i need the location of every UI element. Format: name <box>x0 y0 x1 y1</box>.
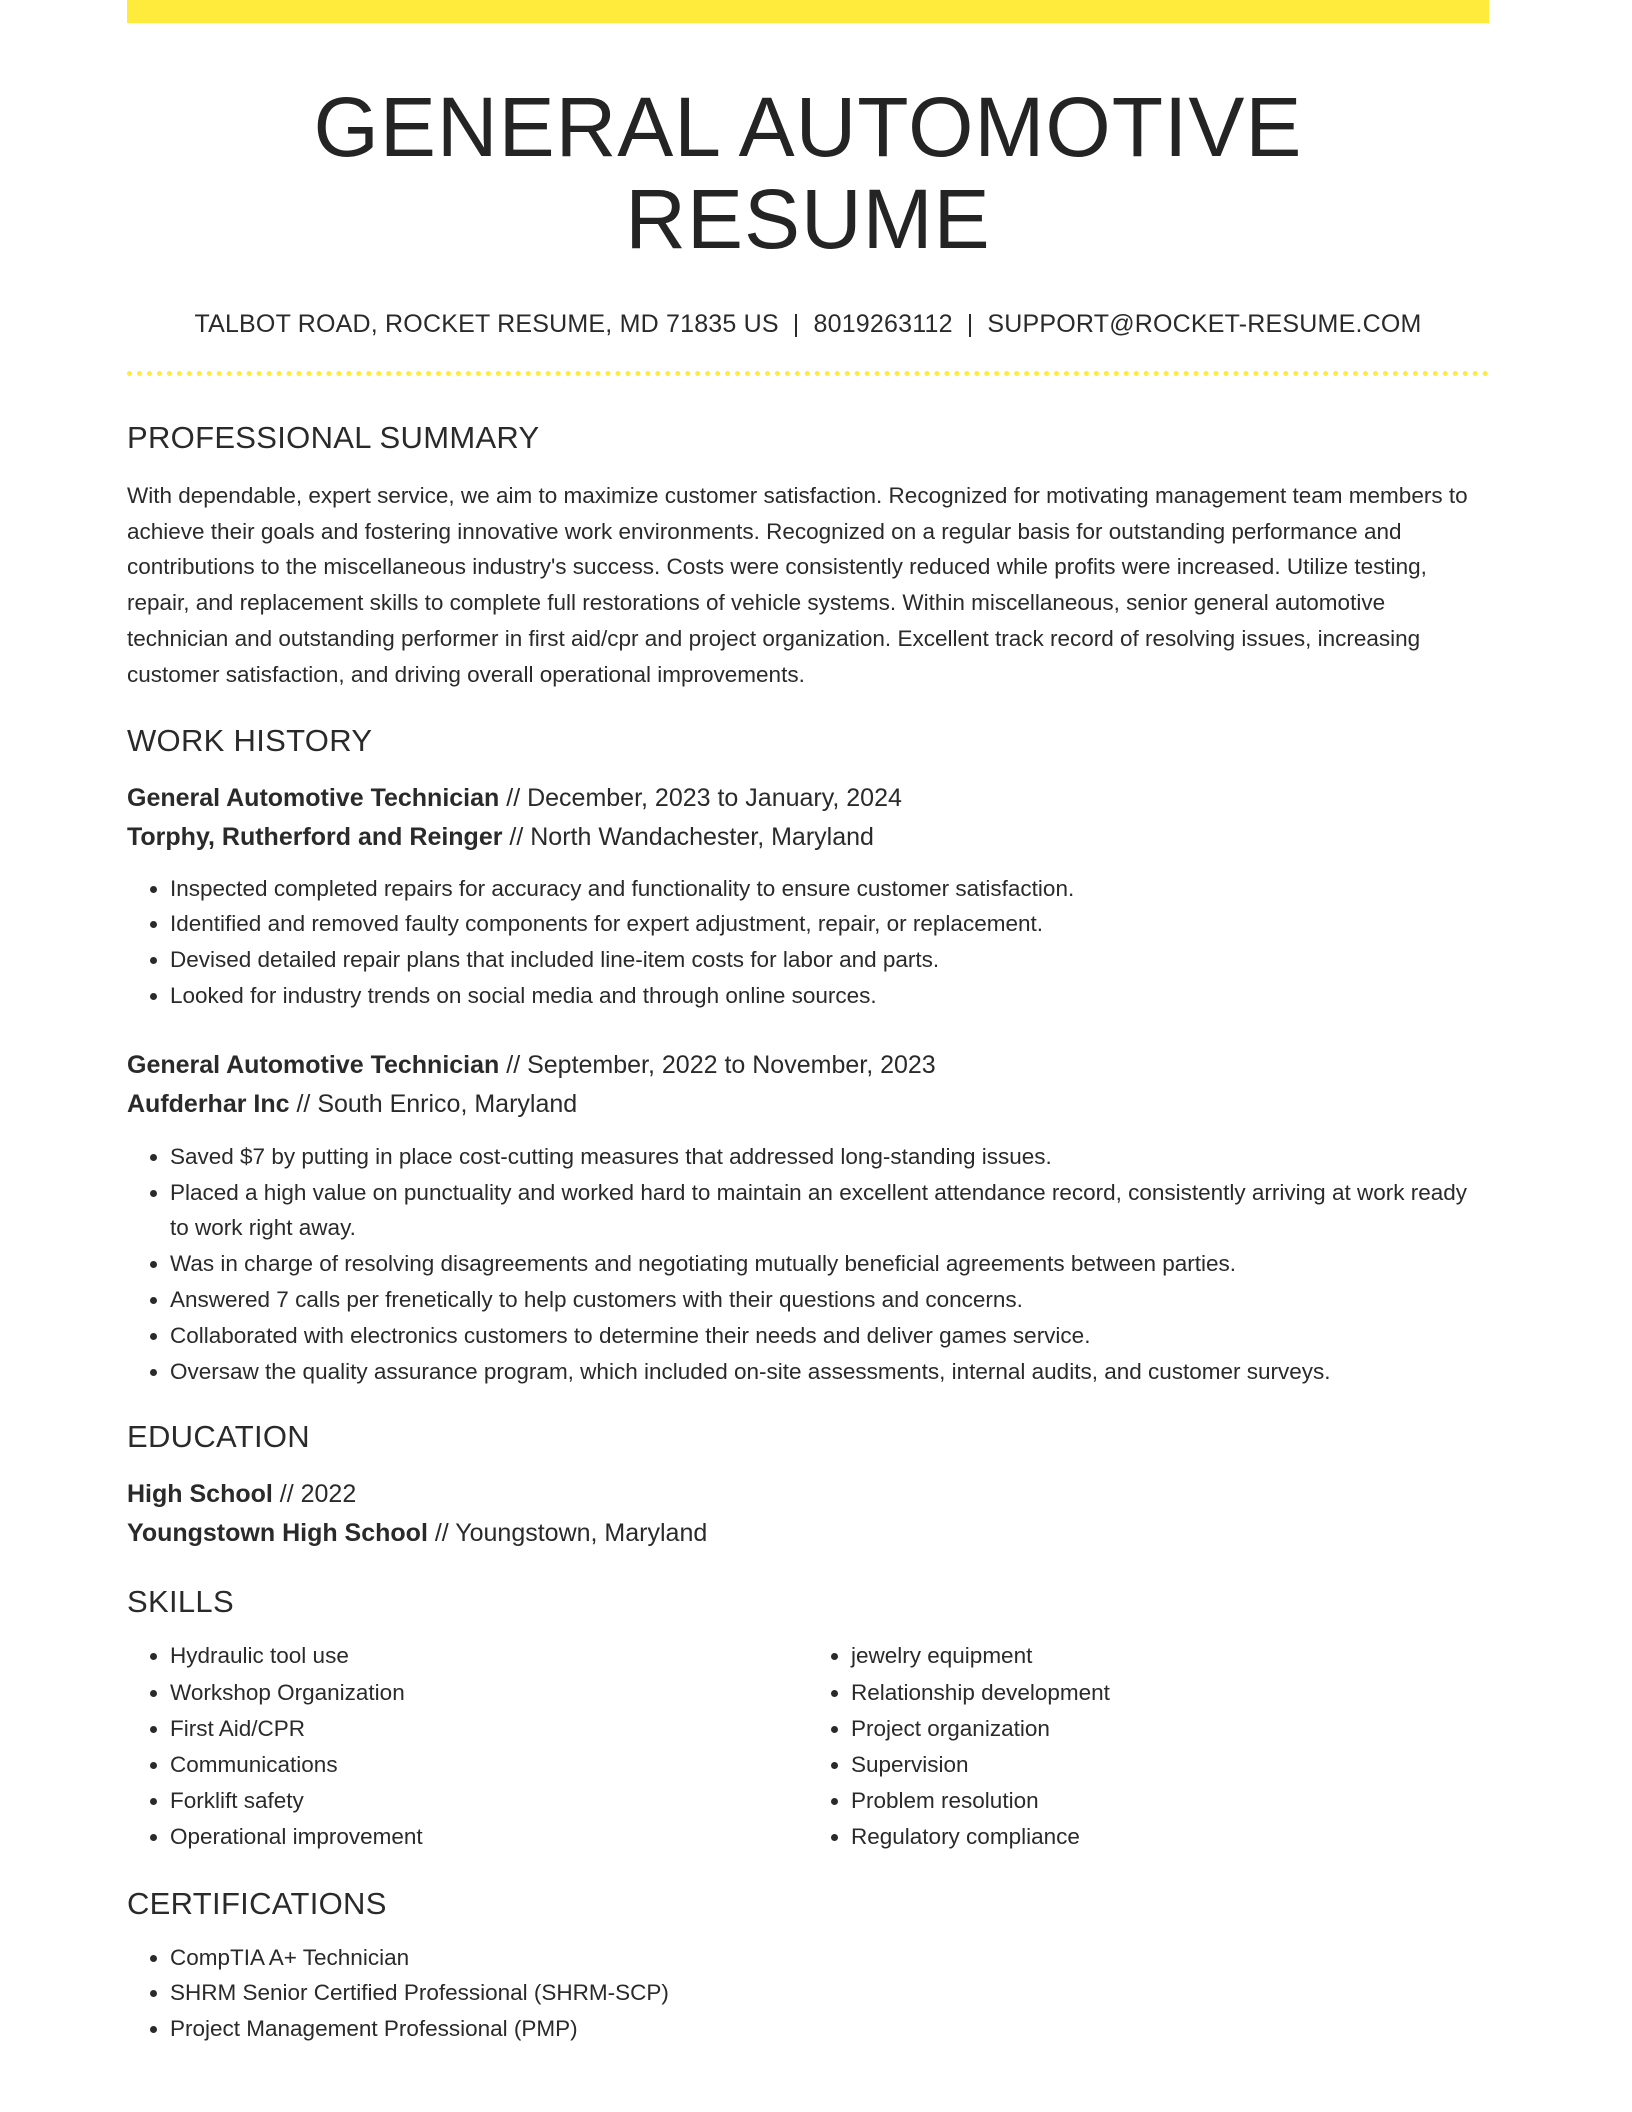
list-item: • Identified and removed faulty components for expert adjustment, repair, or replacement. <box>170 906 1489 942</box>
contact-separator: | <box>792 309 800 338</box>
list-item: • Project Management Professional (PMP) <box>170 2011 1489 2047</box>
certifications-heading: CERTIFICATIONS <box>127 1885 387 1921</box>
job-role: General Automotive Technician <box>127 1050 500 1079</box>
job-company-line <box>127 818 1489 857</box>
contact-line <box>127 310 1489 339</box>
work-history-heading: WORK HISTORY <box>127 722 373 758</box>
list-item: • Collaborated with electronics customers to determine their needs and deliver games service. <box>170 1318 1489 1354</box>
resume-title: GENERAL AUTOMOTIVE RESUME <box>313 80 1303 267</box>
skills-columns <box>127 1638 1489 1855</box>
resume-page <box>127 0 1489 2047</box>
skills-right-column <box>808 1638 1489 1855</box>
top-accent-bar <box>127 0 1489 23</box>
job-location: // North Wandachester, Maryland <box>502 822 874 851</box>
list-item: • Workshop Organization <box>170 1675 808 1711</box>
education-degree-line <box>127 1475 1489 1514</box>
list-item: • Problem resolution <box>851 1783 1489 1819</box>
list-item: • CompTIA A+ Technician <box>170 1940 1489 1976</box>
list-item: • Communications <box>170 1747 808 1783</box>
dotted-divider <box>127 371 1489 376</box>
list-item: • First Aid/CPR <box>170 1711 808 1747</box>
job-role: General Automotive Technician <box>127 783 500 812</box>
job-company: Torphy, Rutherford and Reinger <box>127 822 503 851</box>
list-item: • Forklift safety <box>170 1783 808 1819</box>
list-item: • Operational improvement <box>170 1819 808 1855</box>
education-school-line <box>127 1514 1489 1553</box>
contact-phone: 8019263112 <box>813 309 953 338</box>
list-item: • Project organization <box>851 1711 1489 1747</box>
skills-heading: SKILLS <box>127 1584 234 1620</box>
list-item: • Inspected completed repairs for accuracy and functionality to ensure customer satisfaction. <box>170 871 1489 907</box>
job-location: // South Enrico, Maryland <box>289 1089 578 1118</box>
list-item: • Devised detailed repair plans that included line-item costs for labor and parts. <box>170 942 1489 978</box>
list-item: • Hydraulic tool use <box>170 1638 808 1674</box>
job-dates: // December, 2023 to January, 2024 <box>499 783 902 812</box>
education-location: // Youngstown, Maryland <box>427 1519 708 1548</box>
list-item: • SHRM Senior Certified Professional (SHRM-SCP) <box>170 1975 1489 2011</box>
education-heading: EDUCATION <box>127 1419 310 1455</box>
summary-heading: PROFESSIONAL SUMMARY <box>127 419 540 455</box>
job-company-line <box>127 1085 1489 1124</box>
summary-text: With dependable, expert service, we aim to maximize customer satisfaction. Recognized for motivating management team members to achieve their goals and fostering innovative work environments. Recognized on a regular basis for outstanding performance and contributions to the miscellaneous industry's success. Costs were consistently reduced while profits were increased. Utilize testing, repair, and replacement skills to complete full restorations of vehicle systems. Within miscellaneous, senior general automotive technician and outstanding performer in first aid/cpr and project organization. Excellent track record of resolving issues, increasing customer satisfaction, and driving overall operational improvements. <box>127 482 1468 687</box>
contact-separator: | <box>966 309 974 338</box>
list-item: • Saved $7 by putting in place cost-cutting measures that addressed long-standing issues. <box>170 1139 1489 1175</box>
contact-email: SUPPORT@ROCKET-RESUME.COM <box>987 309 1422 338</box>
skills-left-column <box>127 1638 808 1855</box>
list-item: • Placed a high value on punctuality and worked hard to maintain an excellent attendance record, consistently arriving at work ready to work right away. <box>170 1175 1489 1247</box>
job-dates: // September, 2022 to November, 2023 <box>499 1050 936 1079</box>
education-school: Youngstown High School <box>127 1519 428 1548</box>
list-item: • jewelry equipment <box>851 1638 1489 1674</box>
list-item: • Looked for industry trends on social media and through online sources. <box>170 978 1489 1014</box>
list-item: • Supervision <box>851 1747 1489 1783</box>
job-bullets <box>127 1139 1489 1390</box>
contact-address: TALBOT ROAD, ROCKET RESUME, MD 71835 US <box>194 309 779 338</box>
job-title-line <box>127 779 1489 818</box>
skills-list <box>808 1638 1489 1855</box>
education-year: // 2022 <box>272 1480 357 1509</box>
job-title-line <box>127 1046 1489 1085</box>
list-item: • Regulatory compliance <box>851 1819 1489 1855</box>
list-item: • Relationship development <box>851 1675 1489 1711</box>
list-item: • Answered 7 calls per frenetically to help customers with their questions and concerns. <box>170 1282 1489 1318</box>
skills-list <box>127 1638 808 1855</box>
certifications-list <box>127 1940 1489 2047</box>
list-item: • Oversaw the quality assurance program, which included on-site assessments, internal audits, and customer surveys. <box>170 1354 1489 1390</box>
job-bullets <box>127 871 1489 1014</box>
list-item: • Was in charge of resolving disagreements and negotiating mutually beneficial agreements between parties. <box>170 1246 1489 1282</box>
education-degree: High School <box>127 1480 273 1509</box>
job-company: Aufderhar Inc <box>127 1089 290 1118</box>
